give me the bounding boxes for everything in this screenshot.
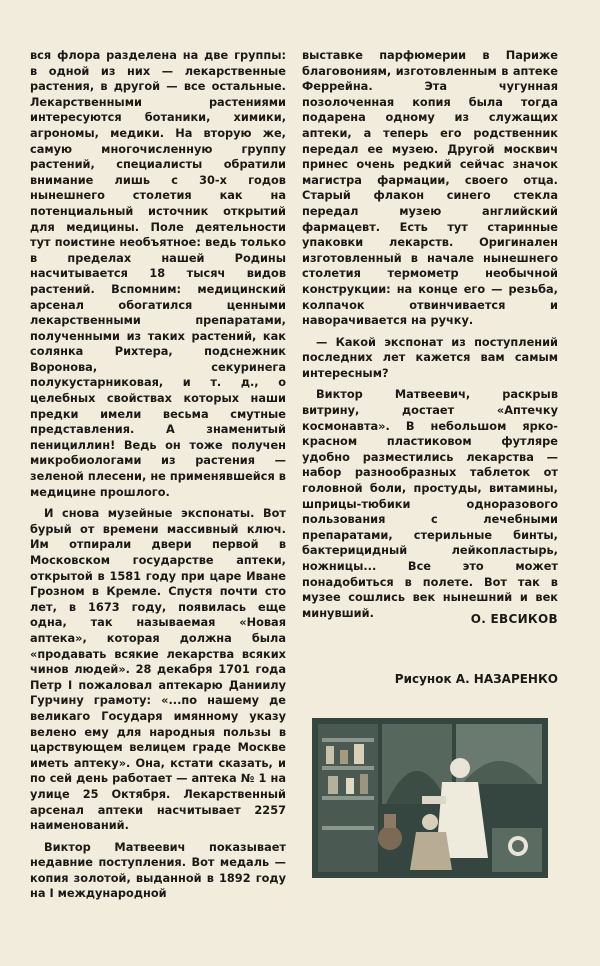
paragraph: вся флора разделена на две группы: в одной из них — лекарственные растения, в другой — все остальные. Лекарственными растениями интересуются ботаники, химики, агрономы, медики. На вторую же, самую многочисленную группу растений, специалисты обратили внимание лишь с 30-х годов нынешнего столетия как на потенциальный источник открытий для медицины. Поле деятельности тут поистине необъятное: ведь только в пределах нашей Родины насчитывается 18 тысяч видов растений. Вспомним: медицинский арсенал обогатился ценными лекарственными препаратами, полученными из таких растений, как солянка Рихтера, подснежник Воронова, секуринега полукустарниковая, и т. д., о целебных свойствах которых наши предки имели весьма смутные представления. А знаменитый пенициллин! Ведь он тоже получен микробиологами из растения — зеленой плесени, не применявшейся в медицине прошлого. xyxy=(30,48,286,499)
right-column xyxy=(302,48,558,621)
illustration-pharmacy-scene xyxy=(312,718,548,878)
illustration xyxy=(312,718,548,878)
paragraph: И снова музейные экспонаты. Вот бурый от времени массивный ключ. Им отпирали двери первой в Московском государстве аптеки, открытой в 1581 году при царе Иване Грозном в Кремле. Спустя почти сто лет, в 1673 году, появилась еще одна, так называемая «Новая аптека», которая должна была «продавать всякие лекарства всяких чинов людей». 28 декабря 1701 года Петр I пожаловал аптекарю Даниилу Гурчину грамоту: «...по нашему де великаго Государя имянному указу велено ему для народныя пользы в царствующем велицем граде Москве иметь аптеку». Она, кстати сказать, и по сей день работает — аптека № 1 на улице 25 Октября. Лекарственный арсенал аптеки насчитывает 2257 наименований. xyxy=(30,506,286,833)
paragraph: — Какой экспонат из поступлений последних лет кажется вам самым интересным? xyxy=(302,334,558,380)
paragraph: выставке парфюмерии в Париже благовониям, изготовленным в аптеке Феррейна. Эта чугунная позолоченная копия была тогда подарена одному из служащих аптеки, а теперь его родственник передал ее музею. Другой москвич принес очень редкий сейчас значок магистра фармации, своего отца. Старый флакон синего стекла передал музею английский фармацевт. Есть тут старинные упаковки лекарств. Оригинален изготовленный в начале нынешнего столетия термометр необычной конструкции: на конце его — резьба, колпачок отвинчивается и наворачивается на ручку. xyxy=(302,48,558,328)
left-column xyxy=(30,48,286,902)
paragraph: Виктор Матвеевич, раскрыв витрину, достает «Аптечку космонавта». В небольшом ярко-красном пластиковом футляре удобно разместились лекарства — набор разнообразных таблеток от головной боли, простуды, витамины, шприцы-тюбики одноразового пользования с лечебными препаратами, стерильные бинты, бактерицидный лейкопластырь, ножницы... Все это может понадобиться в полете. Вот так в музее сошлись век нынешний и век минувший. xyxy=(302,387,558,620)
author-signature: О. ЕВСИКОВ xyxy=(470,612,558,626)
illustration-credit: Рисунок А. НАЗАРЕНКО xyxy=(394,672,558,686)
paragraph: Виктор Матвеевич показывает недавние поступления. Вот медаль — копия золотой, выданной в 1892 году на I международной xyxy=(30,839,286,901)
